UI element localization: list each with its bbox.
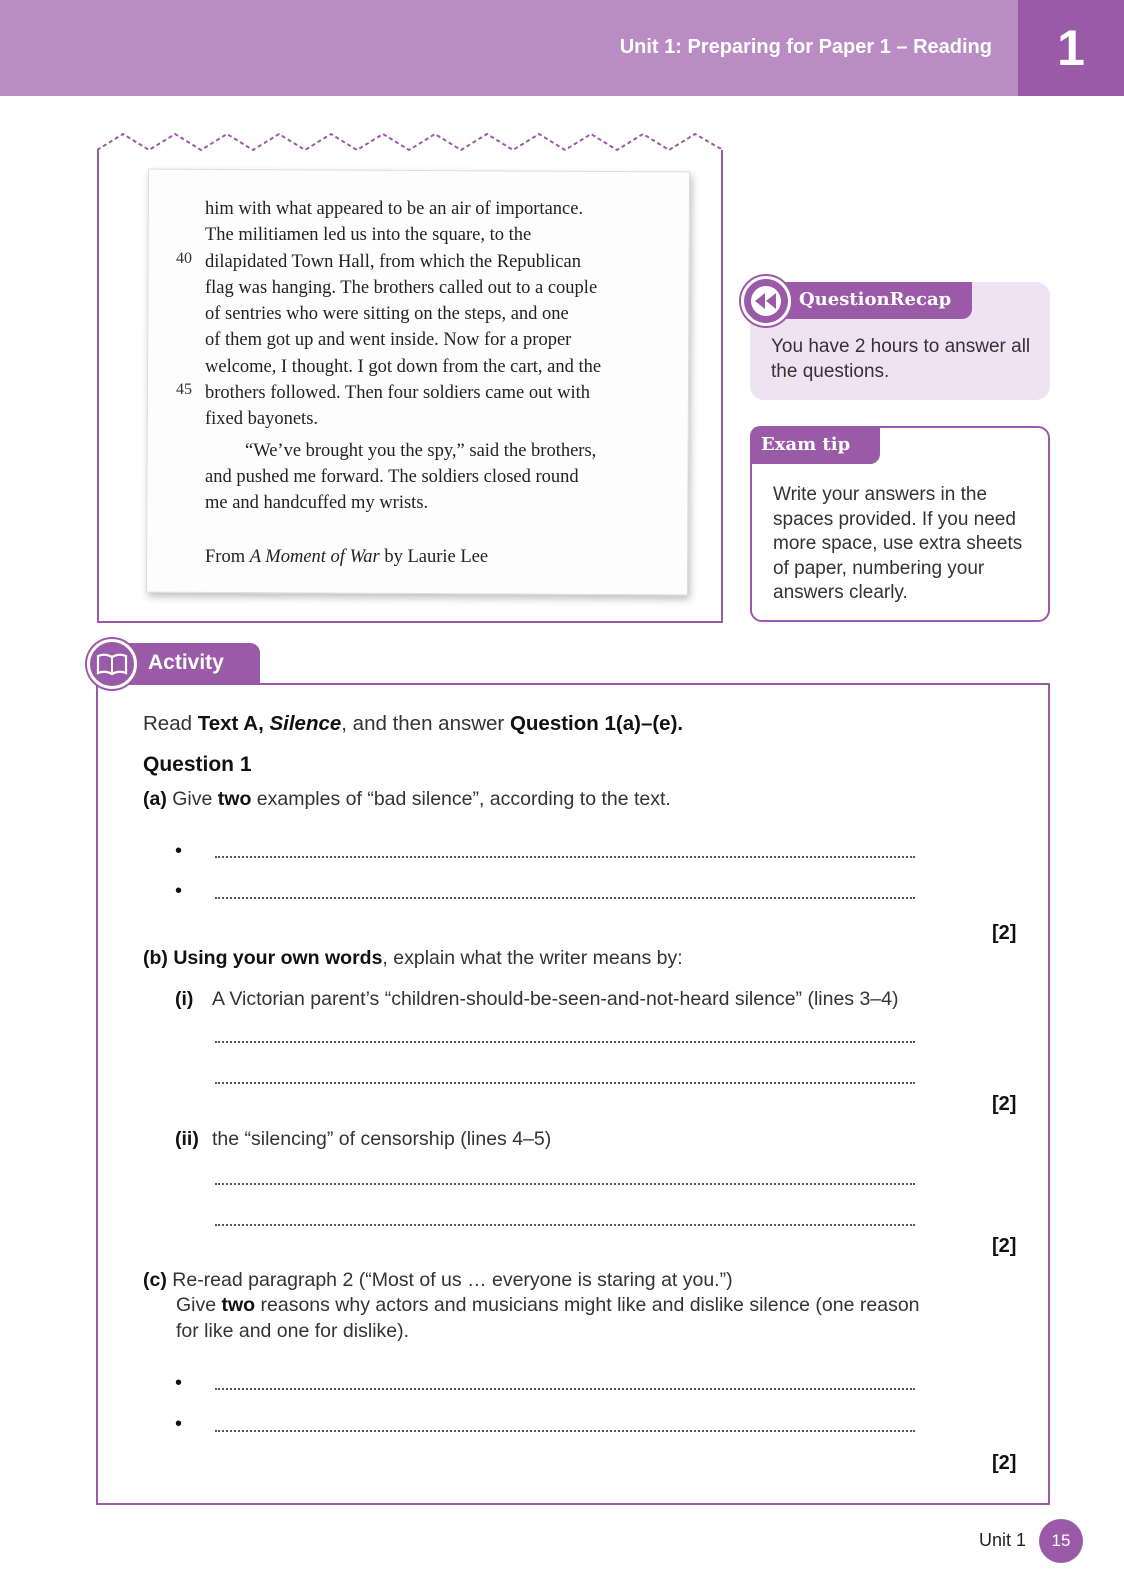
question-b-ii-num: (ii) (175, 1128, 199, 1150)
mark-a: [2] (992, 922, 1017, 944)
page-number: 15 (1039, 1519, 1083, 1563)
footer-unit: Unit 1 (979, 1530, 1027, 1550)
extract-line: fixed bayonets. (205, 409, 319, 430)
extract-source (205, 544, 665, 570)
source-prefix: From (205, 546, 250, 567)
answer-line[interactable] (215, 1430, 915, 1432)
extract-line: and pushed me forward. The soldiers closed round (205, 466, 579, 487)
question-c-line2-post: reasons why actors and musicians might like and dislike silence (one reason (255, 1294, 920, 1316)
question-b-post: , explain what the writer means by: (382, 947, 683, 969)
question-b-i-label (175, 987, 193, 1012)
extract-line: The militiamen led us into the square, to the (205, 225, 532, 246)
answer-line[interactable] (215, 1082, 915, 1084)
answer-line[interactable] (215, 1224, 915, 1226)
intro-mid: , and then answer (341, 712, 510, 735)
extract-text (205, 196, 665, 570)
question-heading: Question 1 (143, 753, 252, 776)
intro-question-ref: Question 1(a)–(e). (509, 712, 684, 735)
extract-line: him with what appeared to be an air of importance. (205, 199, 584, 219)
line-number-40: 40 (176, 250, 192, 267)
question-b-i-num: (i) (175, 988, 194, 1010)
extract-line: of them got up and went inside. Now for a proper (205, 330, 572, 351)
extract-line: welcome, I thought. I got down from the cart, and the (205, 356, 602, 377)
source-author: by Laurie Lee (379, 546, 489, 567)
question-b-bold: Using your own words (167, 947, 383, 969)
mark-b-ii: [2] (992, 1235, 1017, 1257)
exam-tip-label: Exam tip (761, 434, 851, 455)
extract-line: me and handcuffed my wrists. (205, 493, 429, 514)
line-number-45: 45 (176, 381, 192, 398)
intro-read: Read (143, 712, 198, 735)
extract-line: of sentries who were sitting on the steps, and one (205, 304, 569, 325)
question-b-ii-label (175, 1127, 199, 1152)
activity-label: Activity (148, 651, 224, 674)
question-recap-label: QuestionRecap (799, 289, 952, 310)
answer-line[interactable] (215, 856, 915, 858)
question-recap-text: You have 2 hours to answer all the questions. (771, 336, 1031, 382)
exam-tip-text: Write your answers in the spaces provided. If you need more space, use extra sheets of paper, numbering your answers clearly. (773, 484, 1023, 604)
intro-silence: Silence (269, 712, 342, 735)
extract-line: brothers followed. Then four soldiers came out with (205, 383, 590, 404)
bullet: • (175, 1372, 183, 1394)
mark-c: [2] (992, 1452, 1017, 1474)
bullet: • (175, 840, 183, 862)
extract-line: flag was hanging. The brothers called out to a couple (205, 277, 598, 298)
bullet: • (175, 880, 183, 902)
question-b-ii-text: the “silencing” of censorship (lines 4–5) (212, 1128, 552, 1150)
bullet: • (175, 1413, 183, 1435)
question-c-line2-pre: Give (176, 1294, 222, 1316)
question-c-line3: for like and one for dislike). (176, 1320, 410, 1342)
question-c (143, 1268, 733, 1293)
source-title: A Moment of War (249, 546, 380, 567)
book-icon (87, 639, 137, 689)
answer-line[interactable] (215, 1388, 915, 1390)
header-title: Unit 1: Preparing for Paper 1 – Reading (619, 36, 992, 58)
question-a-label: (a) (143, 788, 167, 810)
extract-line: “We’ve brought you the spy,” said the brothers, (245, 440, 597, 461)
unit-number-badge: 1 (1018, 0, 1124, 96)
question-c-label: (c) (143, 1269, 167, 1291)
question-a-pre: Give (166, 788, 218, 810)
question-a-post: examples of “bad silence”, according to the text. (251, 788, 671, 810)
answer-line[interactable] (215, 1041, 915, 1043)
question-a-bold: two (217, 788, 252, 810)
mark-b-i: [2] (992, 1093, 1017, 1115)
extract-line: dilapidated Town Hall, from which the Republican (205, 251, 581, 272)
activity-intro (143, 711, 683, 736)
intro-text-a: Text A, (197, 712, 270, 735)
question-b-label: (b) (143, 947, 168, 969)
answer-line[interactable] (215, 1183, 915, 1185)
question-b-i-text: A Victorian parent’s “children-should-be-seen-and-not-heard silence” (lines 3–4) (212, 988, 899, 1010)
answer-line[interactable] (215, 897, 915, 899)
question-c-line2 (176, 1293, 920, 1318)
question-c-line2-bold: two (221, 1294, 256, 1316)
question-c-line1: Re-read paragraph 2 (“Most of us … everyone is staring at you.”) (166, 1269, 733, 1291)
question-a (143, 787, 671, 812)
question-b (143, 946, 683, 971)
rewind-icon (741, 276, 791, 326)
